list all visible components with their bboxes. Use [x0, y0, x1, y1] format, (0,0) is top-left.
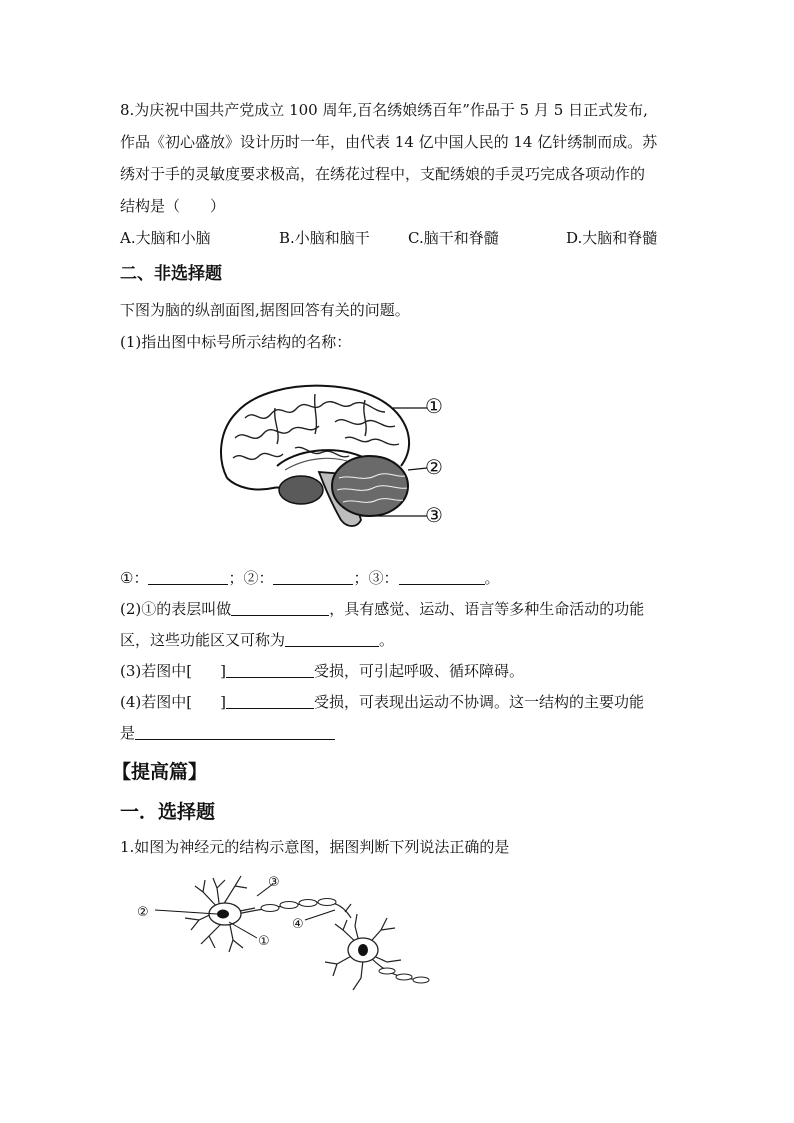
answer-blank-q3[interactable]	[226, 661, 314, 678]
q8-line-2: 作品《初心盛放》设计历时一年，由代表 14 亿中国人民的 14 亿针绣制而成。苏	[120, 133, 658, 151]
answer-blank-cortex[interactable]	[231, 599, 329, 616]
q4-text-d: 是	[120, 724, 136, 742]
brain-section-figure	[215, 378, 460, 536]
answer-blank-1[interactable]	[148, 568, 228, 585]
separator: ；	[353, 569, 369, 587]
q4-text-a: (4)若图中[	[120, 693, 193, 711]
q2-text-b: ，具有感觉、运动、语言等多种生命活动的功能	[329, 600, 645, 618]
brain-label-1: ①	[425, 394, 443, 418]
q8-option-c: C.脑干和脊髓	[408, 229, 499, 247]
part2-q1: (1)指出图中标号所示结构的名称：	[120, 333, 352, 351]
neuron-label-1: ①	[258, 934, 270, 949]
q8-option-a: A.大脑和小脑	[120, 229, 211, 247]
brain-label-2: ②	[425, 455, 443, 479]
q8-line-4: 结构是（ ）	[120, 197, 226, 215]
q2-line-1	[120, 599, 644, 619]
q8-option-d: D.大脑和脊髓	[566, 229, 658, 247]
fill-label-2: ②：	[243, 569, 274, 587]
answer-blank-function[interactable]	[135, 723, 335, 740]
answer-blank-3[interactable]	[399, 568, 485, 585]
answer-blank-q4[interactable]	[226, 692, 314, 709]
neuron-label-3: ③	[268, 875, 280, 890]
neuron-label-4: ④	[292, 917, 304, 932]
section-heading-advanced: 【提高篇】	[112, 761, 208, 783]
section-heading-nonchoice: 二、非选择题	[120, 264, 222, 284]
answer-blank-2[interactable]	[273, 568, 353, 585]
q4-line-2	[120, 723, 335, 743]
advanced-q1: 1.如图为神经元的结构示意图，据图判断下列说法正确的是	[120, 838, 510, 856]
fill-label-1: ①：	[120, 569, 149, 587]
neuron-label-2: ②	[137, 905, 149, 920]
q2-line-2	[120, 630, 394, 650]
q4-text-b: ]	[220, 693, 226, 711]
separator: ；	[228, 569, 244, 587]
q3-line	[120, 661, 524, 681]
q3-text-c: 受损，可引起呼吸、循环障碍。	[313, 662, 524, 680]
fill-label-3: ③：	[368, 569, 399, 587]
q2-text-d: 。	[379, 631, 395, 649]
brain-label-3: ③	[425, 503, 443, 527]
q3-text-a: (3)若图中[	[120, 662, 193, 680]
end-mark: 。	[484, 569, 500, 587]
q3-text-b: ]	[220, 662, 226, 680]
fill-structure-names	[120, 568, 500, 588]
q2-text-a: (2)①的表层叫做	[120, 600, 232, 618]
q8-line-3: 绣对于手的灵敏度要求极高，在绣花过程中，支配绣娘的手灵巧完成各项动作的	[120, 165, 646, 183]
neuron-figure	[125, 868, 445, 1008]
q2-text-c: 区，这些功能区又可称为	[120, 631, 286, 649]
q4-line-1	[120, 692, 644, 712]
part2-intro: 下图为脑的纵剖面图,据图回答有关的问题。	[120, 301, 410, 319]
section-heading-choice: 一．选择题	[120, 801, 216, 823]
q8-line-1: 8.为庆祝中国共产党成立 100 周年,百名绣娘绣百年”作品于 5 月 5 日正式发布,	[120, 101, 648, 119]
q4-text-c: 受损，可表现出运动不协调。这一结构的主要功能	[313, 693, 644, 711]
q8-option-b: B.小脑和脑干	[279, 229, 370, 247]
answer-blank-centers[interactable]	[285, 630, 379, 647]
